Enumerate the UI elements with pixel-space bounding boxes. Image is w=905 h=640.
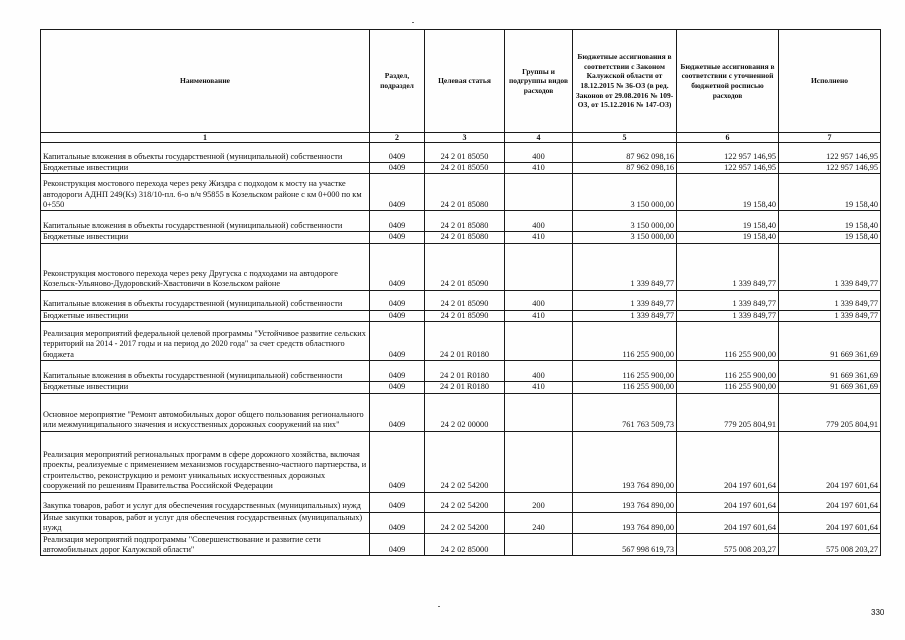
- row-target-article: 24 2 01 85090: [425, 310, 505, 321]
- row-expense-group: 410: [505, 163, 573, 174]
- page-number: 330: [871, 608, 885, 617]
- row-law-allocation: 3 150 000,00: [573, 232, 677, 243]
- row-section: 0409: [370, 310, 425, 321]
- row-executed: 91 669 361,69: [779, 382, 881, 393]
- row-expense-group: 400: [505, 290, 573, 310]
- row-executed: 204 197 601,64: [779, 492, 881, 512]
- column-number: 7: [779, 133, 881, 143]
- row-name: Реконструкция мостового перехода через реку Жиздра с подходом к мосту на участке автодороги АДНП 249(Кз) 318/10-пл. 6-о в/ч 95855 в Козельском районе с км 0+000 по км 0+550: [41, 174, 370, 211]
- table-row: [41, 382, 881, 393]
- row-expense-group: 410: [505, 232, 573, 243]
- table-row: [41, 431, 881, 492]
- row-refined-allocation: 116 255 900,00: [677, 382, 779, 393]
- table-row: [41, 143, 881, 163]
- row-law-allocation: 87 962 098,16: [573, 143, 677, 163]
- table-row: [41, 534, 881, 556]
- table-row: [41, 393, 881, 431]
- row-section: 0409: [370, 361, 425, 382]
- row-executed: 204 197 601,64: [779, 431, 881, 492]
- table-row: [41, 361, 881, 382]
- row-section: 0409: [370, 512, 425, 534]
- row-target-article: 24 2 01 85080: [425, 232, 505, 243]
- row-name: Закупка товаров, работ и услуг для обеспечения государственных (муниципальных) нужд: [41, 492, 370, 512]
- row-executed: 122 957 146,95: [779, 163, 881, 174]
- row-name: Бюджетные инвестиции: [41, 232, 370, 243]
- row-section: 0409: [370, 492, 425, 512]
- table-row: [41, 492, 881, 512]
- row-refined-allocation: 204 197 601,64: [677, 492, 779, 512]
- row-expense-group: [505, 393, 573, 431]
- column-number: 5: [573, 133, 677, 143]
- row-name: Бюджетные инвестиции: [41, 163, 370, 174]
- table-row: [41, 290, 881, 310]
- row-section: 0409: [370, 211, 425, 232]
- row-law-allocation: 761 763 509,73: [573, 393, 677, 431]
- row-refined-allocation: 122 957 146,95: [677, 163, 779, 174]
- row-target-article: 24 2 02 54200: [425, 431, 505, 492]
- header-executed: Исполнено: [779, 30, 881, 133]
- row-law-allocation: 1 339 849,77: [573, 310, 677, 321]
- row-expense-group: [505, 431, 573, 492]
- row-section: 0409: [370, 243, 425, 290]
- row-refined-allocation: 1 339 849,77: [677, 243, 779, 290]
- budget-table: [40, 29, 881, 556]
- row-law-allocation: 567 998 619,73: [573, 534, 677, 556]
- column-number: 4: [505, 133, 573, 143]
- row-executed: 19 158,40: [779, 211, 881, 232]
- row-expense-group: 400: [505, 361, 573, 382]
- row-target-article: 24 2 02 54200: [425, 512, 505, 534]
- table-row: [41, 322, 881, 361]
- row-executed: 204 197 601,64: [779, 512, 881, 534]
- row-refined-allocation: 204 197 601,64: [677, 512, 779, 534]
- column-number-row: [41, 133, 881, 143]
- header-law-allocations: Бюджетные ассигнования в соответствии с Законом Калужской области от 18.12.2015 № 36-ОЗ (в ред. Законов от 29.08.2016 № 109-ОЗ, от 15.12.2016 № 147-ОЗ): [573, 30, 677, 133]
- row-target-article: 24 2 01 85080: [425, 174, 505, 211]
- table-row: [41, 310, 881, 321]
- table-row: [41, 163, 881, 174]
- row-expense-group: 410: [505, 382, 573, 393]
- row-law-allocation: 116 255 900,00: [573, 382, 677, 393]
- row-expense-group: 410: [505, 310, 573, 321]
- row-expense-group: 200: [505, 492, 573, 512]
- row-law-allocation: 116 255 900,00: [573, 361, 677, 382]
- row-expense-group: [505, 322, 573, 361]
- row-expense-group: 240: [505, 512, 573, 534]
- row-executed: 1 339 849,77: [779, 243, 881, 290]
- row-executed: 19 158,40: [779, 174, 881, 211]
- header-name: Наименование: [41, 30, 370, 133]
- row-target-article: 24 2 01 R0180: [425, 322, 505, 361]
- row-section: 0409: [370, 534, 425, 556]
- row-name: Капитальные вложения в объекты государственной (муниципальной) собственности: [41, 290, 370, 310]
- row-law-allocation: 193 764 890,00: [573, 512, 677, 534]
- row-section: 0409: [370, 143, 425, 163]
- row-refined-allocation: 1 339 849,77: [677, 290, 779, 310]
- row-expense-group: 400: [505, 143, 573, 163]
- row-target-article: 24 2 02 00000: [425, 393, 505, 431]
- row-executed: 1 339 849,77: [779, 290, 881, 310]
- row-refined-allocation: 19 158,40: [677, 211, 779, 232]
- row-refined-allocation: 19 158,40: [677, 232, 779, 243]
- row-expense-group: [505, 534, 573, 556]
- header-target: Целевая статья: [425, 30, 505, 133]
- table-body: [41, 143, 881, 556]
- row-target-article: 24 2 01 85090: [425, 290, 505, 310]
- row-section: 0409: [370, 393, 425, 431]
- row-executed: 779 205 804,91: [779, 393, 881, 431]
- row-section: 0409: [370, 290, 425, 310]
- row-law-allocation: 193 764 890,00: [573, 492, 677, 512]
- row-executed: 91 669 361,69: [779, 322, 881, 361]
- table-header: [41, 30, 881, 143]
- row-target-article: 24 2 01 85050: [425, 163, 505, 174]
- row-name: Иные закупки товаров, работ и услуг для обеспечения государственных (муниципальных) нужд: [41, 512, 370, 534]
- row-name: Капитальные вложения в объекты государственной (муниципальной) собственности: [41, 211, 370, 232]
- table-row: [41, 174, 881, 211]
- table-row: [41, 512, 881, 534]
- row-refined-allocation: 204 197 601,64: [677, 431, 779, 492]
- column-number: 6: [677, 133, 779, 143]
- row-law-allocation: 3 150 000,00: [573, 174, 677, 211]
- row-name: Капитальные вложения в объекты государственной (муниципальной) собственности: [41, 361, 370, 382]
- scan-speck: [438, 606, 440, 607]
- row-target-article: 24 2 01 85090: [425, 243, 505, 290]
- column-number: 2: [370, 133, 425, 143]
- row-law-allocation: 1 339 849,77: [573, 243, 677, 290]
- row-refined-allocation: 122 957 146,95: [677, 143, 779, 163]
- scan-speck: [412, 22, 414, 23]
- row-section: 0409: [370, 382, 425, 393]
- row-refined-allocation: 19 158,40: [677, 174, 779, 211]
- row-law-allocation: 87 962 098,16: [573, 163, 677, 174]
- row-target-article: 24 2 01 R0180: [425, 361, 505, 382]
- row-target-article: 24 2 02 54200: [425, 492, 505, 512]
- row-section: 0409: [370, 174, 425, 211]
- row-refined-allocation: 116 255 900,00: [677, 361, 779, 382]
- table-row: [41, 243, 881, 290]
- row-name: Бюджетные инвестиции: [41, 310, 370, 321]
- header-refined-allocations: Бюджетные ассигнования в соответствии с уточненной бюджетной росписью расходов: [677, 30, 779, 133]
- row-section: 0409: [370, 431, 425, 492]
- row-section: 0409: [370, 163, 425, 174]
- row-target-article: 24 2 02 85000: [425, 534, 505, 556]
- table-row: [41, 232, 881, 243]
- column-number: 3: [425, 133, 505, 143]
- row-name: Реализация мероприятий подпрограммы "Совершенствование и развитие сети автомобильных дорог Калужской области": [41, 534, 370, 556]
- row-name: Реализация мероприятий федеральной целевой программы "Устойчивое развитие сельских территорий на 2014 - 2017 годы и на период до 2020 года" за счет средств областного бюджета: [41, 322, 370, 361]
- row-section: 0409: [370, 322, 425, 361]
- row-executed: 122 957 146,95: [779, 143, 881, 163]
- row-expense-group: 400: [505, 211, 573, 232]
- row-law-allocation: 116 255 900,00: [573, 322, 677, 361]
- row-name: Бюджетные инвестиции: [41, 382, 370, 393]
- row-refined-allocation: 1 339 849,77: [677, 310, 779, 321]
- row-executed: 1 339 849,77: [779, 310, 881, 321]
- header-group: Группы и подгруппы видов расходов: [505, 30, 573, 133]
- row-name: Капитальные вложения в объекты государственной (муниципальной) собственности: [41, 143, 370, 163]
- row-expense-group: [505, 174, 573, 211]
- row-target-article: 24 2 01 R0180: [425, 382, 505, 393]
- row-law-allocation: 3 150 000,00: [573, 211, 677, 232]
- row-name: Реконструкция мостового перехода через реку Другуска с подходами на автодороге Козельск-Ульяново-Дудоровский-Хвастовичи в Козельском районе: [41, 243, 370, 290]
- row-law-allocation: 1 339 849,77: [573, 290, 677, 310]
- row-refined-allocation: 779 205 804,91: [677, 393, 779, 431]
- row-section: 0409: [370, 232, 425, 243]
- row-executed: 91 669 361,69: [779, 361, 881, 382]
- row-name: Реализация мероприятий региональных программ в сфере дорожного хозяйства, включая проекты, реализуемые с применением механизмов государственно-частного партнерства, и строительство, реконструкцию и ремонт уникальных искусственных дорожных сооружений по решениям Правительства Российской Федерации: [41, 431, 370, 492]
- column-number: 1: [41, 133, 370, 143]
- row-refined-allocation: 575 008 203,27: [677, 534, 779, 556]
- row-law-allocation: 193 764 890,00: [573, 431, 677, 492]
- header-section: Раздел, подраздел: [370, 30, 425, 133]
- row-expense-group: [505, 243, 573, 290]
- row-name: Основное мероприятие "Ремонт автомобильных дорог общего пользования регионального или межмуниципального значения и искусственных дорожных сооружений на них": [41, 393, 370, 431]
- row-target-article: 24 2 01 85080: [425, 211, 505, 232]
- row-target-article: 24 2 01 85050: [425, 143, 505, 163]
- table-row: [41, 211, 881, 232]
- row-refined-allocation: 116 255 900,00: [677, 322, 779, 361]
- row-executed: 19 158,40: [779, 232, 881, 243]
- row-executed: 575 008 203,27: [779, 534, 881, 556]
